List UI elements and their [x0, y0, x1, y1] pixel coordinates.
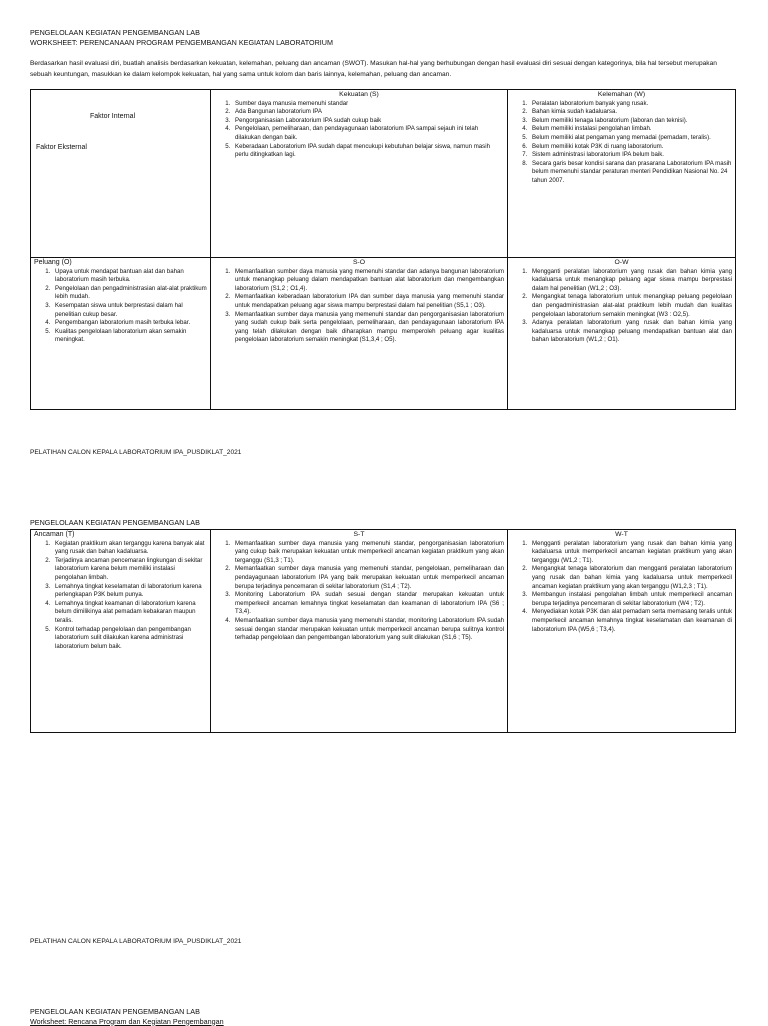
- list-item: 4. Memanfaatkan sumber daya manusia yang memenuhi standar, monitoring Laboratorium IPA sudah sesuai dengan standar merupakan kekuatan untuk memperkecil ancaman berupa sulitnya kontrol terhadap pengelolaan dan pengembangan laboratorium yang sulit dilakukan (S1,6 ; T5).: [232, 617, 504, 643]
- page2-header: [30, 518, 200, 528]
- list-item: 5. Keberadaan Laboratorium IPA sudah dapat mencukupi kebutuhan belajar siswa, namun masih perlu ditingkatkan lagi.: [232, 143, 504, 160]
- ow-list: [511, 268, 732, 345]
- list-item: 1. Memanfaatkan sumber daya manusia yang memenuhi standar, pengorganisasian laboratorium yang cukup baik merupakan kekuatan untuk memperkecil ancaman kegiatan praktikum yang akan terganggu (S1,3 ; T1).: [232, 540, 504, 566]
- list-item: 1. Upaya untuk mendapat bantuan alat dan bahan laboratorium masih terbuka.: [52, 268, 207, 285]
- list-item: 3. Lemahnya tingkat keselamatan di laboratorium karena perlengkapan P3K belum punya.: [52, 583, 207, 600]
- wt-header: W-T: [511, 531, 732, 540]
- list-item: 2. Mengangkat tenaga laboratorium dan mengganti peralatan laboratorium yang rusak dan bahan kimia yang kadaluarsa untuk memperkecil ancaman kegiatan praktikum yang akan terganggu (W1,2,3 ; T1).: [529, 565, 732, 591]
- faktor-internal-label: Faktor Internal: [90, 113, 207, 122]
- ow-cell: [508, 258, 736, 410]
- list-item: 6. Belum memiliki kotak P3K di ruang laboratorium.: [529, 143, 732, 152]
- ow-header: O-W: [511, 259, 732, 268]
- list-item: 1. Peralatan laboratorium banyak yang rusak.: [529, 100, 732, 109]
- threat-header: Ancaman (T): [34, 531, 207, 540]
- opportunity-cell: [31, 258, 211, 410]
- wt-cell: [508, 530, 736, 733]
- st-list: [214, 540, 504, 643]
- swot-row-internal: [31, 90, 736, 258]
- opportunity-list: [34, 268, 207, 345]
- st-header: S-T: [214, 531, 504, 540]
- list-item: 7. Sistem administrasi laboratorium IPA belum baik.: [529, 151, 732, 160]
- page2-title: PENGELOLAAN KEGIATAN PENGEMBANGAN LAB: [30, 518, 200, 528]
- page3-header: [30, 1007, 224, 1026]
- weakness-cell: [508, 90, 736, 258]
- list-item: 5. Belum memiliki alat pengaman yang memadai (pemadam, teralis).: [529, 134, 732, 143]
- list-item: 2. Memanfaatkan keberadaan laboratorium IPA dan sumber daya manusia yang memenuhi standar untuk mendapatkan peluang agar siswa mampu berprestasi dalam hal penelitian (S5,1 ; O3).: [232, 293, 504, 310]
- list-item: 1. Memanfaatkan sumber daya manusia yang memenuhi standar dan adanya bangunan laboratorium untuk menangkap peluang dalam mendapatkan bantuan alat laboratorium dan mengembangkan laboratorium (S1,2 ; O1,4).: [232, 268, 504, 294]
- list-item: 2. Bahan kimia sudah kadaluarsa.: [529, 108, 732, 117]
- list-item: 4. Pengembangan laboratorium masih terbuka lebar.: [52, 319, 207, 328]
- list-item: 2. Memanfaatkan sumber daya manusia yang memenuhi standar, pengelolaan, pemeliharaan dan pendayagunaan laboratorium IPA yang baik merupakan kekuatan untuk memperkecil ancaman berupa terjadinya pencemaran di sekitar laboratorium (S1,4 ; T2).: [232, 565, 504, 591]
- intro-paragraph: Berdasarkan hasil evaluasi diri, buatlah analisis berdasarkan kekuatan, kelemahan, peluang dan ancaman (SWOT). Masukan hal-hal yang berhubungan dengan hasil evaluasi diri sesuai dengan kategorinya, bila hal tersebut merupakan sebuah keuntungan, masukkan ke dalam kelompok kekuatan, hal yang sama untuk kolom dan baris lainnya, kelemahan, peluang dan ancaman.: [30, 58, 730, 80]
- strength-cell: [211, 90, 508, 258]
- weakness-list: [511, 100, 732, 186]
- threat-list: [34, 540, 207, 652]
- list-item: 4. Pengelolaan, pemeliharaan, dan pendayagunaan laboratorium IPA sampai sejauh ini telah dilakukan dengan baik.: [232, 125, 504, 142]
- strength-list: [214, 100, 504, 160]
- list-item: 2. Mengangkat tenaga laboratorium untuk menangkap peluang pegelolaan dan pengadministrasian alat-alat praktikum lebih mudah dan kualitas pengelolaan laboratorium semakin meningkat (W3 : O2,5).: [529, 293, 732, 319]
- list-item: 4. Menyediakan kotak P3K dan alat pemadam serta memasang teralis untuk memperkecil ancaman lemahnya tingkat keselamatan dan keamanan di laboratorium IPA (W5,6 ; T3,4).: [529, 608, 732, 634]
- list-item: 1. Kegiatan praktikum akan terganggu karena banyak alat yang rusak dan bahan kadaluarsa.: [52, 540, 207, 557]
- opportunity-header: Peluang (O): [34, 259, 207, 268]
- list-item: 2. Pengelolaan dan pengadministrasian alat-alat praktikum lebih mudah.: [52, 285, 207, 302]
- list-item: 4. Belum memiliki instalasi pengolahan limbah.: [529, 125, 732, 134]
- list-item: 3. Adanya peralatan laboratorium yang rusak dan bahan kimia yang kadaluarsa untuk menangkap peluang mendapatkan bantuan alat dan bahan laboratorium (W1,2 ; O1).: [529, 319, 732, 345]
- swot-row-threat: [31, 530, 736, 733]
- page3-worksheet-title: Worksheet: Rencana Program dan Kegiatan Pengembangan: [30, 1017, 224, 1026]
- list-item: 8. Secara garis besar kondisi sarana dan prasarana Laboratorium IPA masih belum memenuhi standar peraturan menteri Pendidikan Nasional No. 24 tahun 2007.: [529, 160, 732, 186]
- page2-footer: PELATIHAN CALON KEPALA LABORATORIUM IPA_PUSDIKLAT_2021: [30, 938, 241, 945]
- strength-header: Kekuatan (S): [214, 91, 504, 100]
- list-item: 3. Membangun instalasi pengolahan limbah untuk memperkecil ancaman berupa terjadinya pencemaran di sekitar laboratorium (W4 ; T2).: [529, 591, 732, 608]
- faktor-eksternal-label: Faktor Eksternal: [36, 144, 207, 153]
- list-item: 2. Ada Bangunan laboratorium IPA: [232, 108, 504, 117]
- swot-table-top: [30, 89, 736, 410]
- swot-table-bottom: [30, 529, 736, 733]
- page1-footer: PELATIHAN CALON KEPALA LABORATORIUM IPA_PUSDIKLAT_2021: [30, 449, 241, 456]
- page3-title: PENGELOLAAN KEGIATAN PENGEMBANGAN LAB: [30, 1007, 224, 1017]
- weakness-header: Kelemahan (W): [511, 91, 732, 100]
- list-item: 5. Kualitas pengelolaan laboratorium akan semakin meningkat.: [52, 328, 207, 345]
- st-cell: [211, 530, 508, 733]
- swot-row-opportunity: [31, 258, 736, 410]
- list-item: 5. Kontrol terhadap pengelolaan dan pengembangan laboratorium sulit dilakukan karena administrasi laboratorium belum baik.: [52, 626, 207, 652]
- factor-cell: [31, 90, 211, 258]
- page1-header: [30, 28, 333, 47]
- page1-title: PENGELOLAAN KEGIATAN PENGEMBANGAN LAB: [30, 28, 333, 38]
- list-item: 2. Terjadinya ancaman pencemaran lingkungan di sekitar laboratorium karena belum memiliki instalasi pengolahan limbah.: [52, 557, 207, 583]
- list-item: 3. Belum memiliki tenaga laboratorium (laboran dan teknisi).: [529, 117, 732, 126]
- so-header: S-O: [214, 259, 504, 268]
- threat-cell: [31, 530, 211, 733]
- list-item: 1. Mengganti peralatan laboratorium yang rusak dan bahan kimia yang kadaluarsa untuk memperkecil ancaman kegiatan praktikum yang akan terganggu (W1,2 ; T1).: [529, 540, 732, 566]
- list-item: 3. Pengorganisasian Laboratorium IPA sudah cukup baik: [232, 117, 504, 126]
- list-item: 1. Mengganti peralatan laboratorium yang rusak dan bahan kimia yang kadaluarsa untuk menangkap peluang agar siswa mampu berprestasi dalam hal penelitian (W1,2 ; O3).: [529, 268, 732, 294]
- list-item: 3. Memanfaatkan sumber daya manusia yang memenuhi standar dan pengorganisasian laboratorium yang sudah cukup baik serta pengelolaan, pemeliharaan, dan pendayagunaan laboratorium IPA yang telah dilakukan dengan baik diharapkan mampu memperoleh peluang agar kualitas pengelolaan laboratorium semakin meningkat (S1,3,4 ; O5).: [232, 311, 504, 345]
- so-cell: [211, 258, 508, 410]
- worksheet-title: WORKSHEET: PERENCANAAN PROGRAM PENGEMBANGAN KEGIATAN LABORATORIUM: [30, 38, 333, 48]
- list-item: 3. Kesempatan siswa untuk berprestasi dalam hal penelitian cukup besar.: [52, 302, 207, 319]
- list-item: 3. Monitoring Laboratorium IPA sudah sesuai dengan standar merupakan kekuatan untuk memperkecil ancaman lemahnya tingkat keselamatan dan keamanan di laboratorium IPA (S6 ; T3,4).: [232, 591, 504, 617]
- list-item: 4. Lemahnya tingkat keamanan di laboratorium karena belum dimilikinya alat pemadam kebakaran maupun teralis.: [52, 600, 207, 626]
- wt-list: [511, 540, 732, 635]
- so-list: [214, 268, 504, 345]
- list-item: 1. Sumber daya manusia memenuhi standar: [232, 100, 504, 109]
